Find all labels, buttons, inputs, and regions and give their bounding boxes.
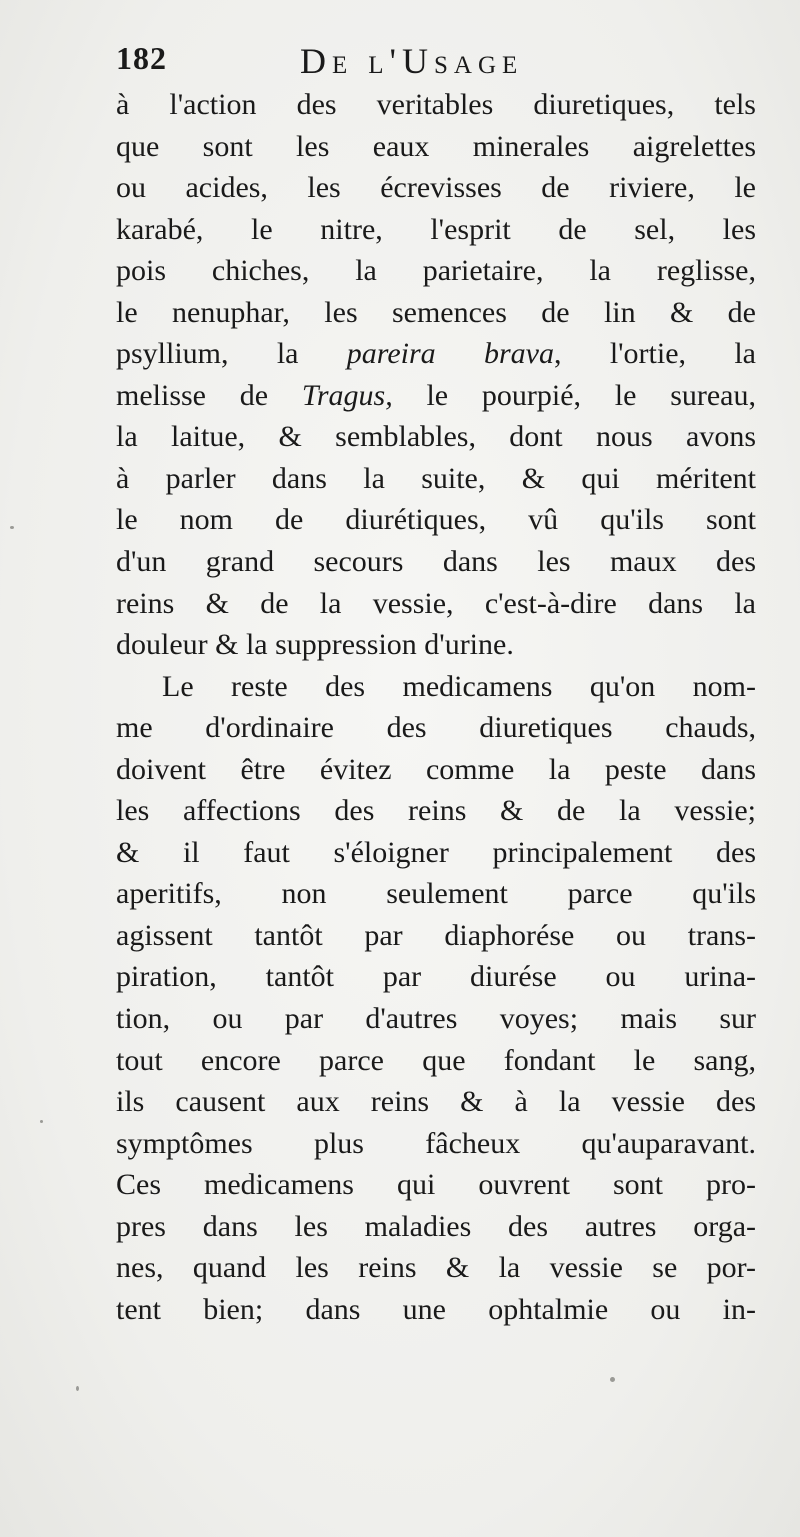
text-line: agissent tantôt par diaphorése ou trans- (116, 918, 756, 952)
text-line: tent bien; dans une ophtalmie ou in- (116, 1292, 756, 1326)
text-line: tion, ou par d'autres voyes; mais sur (116, 1002, 756, 1036)
text-line: la laitue, & semblables, dont nous avons (116, 420, 756, 454)
text-block (116, 38, 756, 1330)
text-line: Ces medicamens qui ouvrent sont pro- (116, 1168, 756, 1202)
text-line (116, 375, 756, 417)
text-line: doivent être évitez comme la peste dans (116, 752, 756, 786)
italic-text-run: pareira brava (346, 337, 554, 371)
text-run: , l'ortie, la (554, 337, 756, 371)
text-line: le nenuphar, les semences de lin & de (116, 295, 756, 329)
text-line: à l'action des veritables diuretiques, tels (116, 88, 756, 121)
text-line: d'un grand secours dans les maux des (116, 545, 756, 579)
text-line: à parler dans la suite, & qui méritent (116, 461, 756, 495)
text-line: Le reste des medicamens qu'on nom- (162, 669, 756, 703)
text-line: pois chiches, la parietaire, la reglisse, (116, 254, 756, 288)
text-line: reins & de la vessie, c'est-à-dire dans la (116, 586, 756, 620)
page-number: 182 (116, 40, 167, 76)
text-line: que sont les eaux minerales aigrelettes (116, 129, 756, 163)
text-line: ou acides, les écrevisses de riviere, le (116, 171, 756, 205)
text-run: psyllium, la (116, 337, 347, 371)
text-line: les affections des reins & de la vessie; (116, 794, 756, 828)
text-line (116, 333, 756, 375)
text-line: me d'ordinaire des diuretiques chauds, (116, 711, 756, 745)
text-run: le pourpié, le sureau, (392, 378, 756, 412)
running-title: De l'Usage (300, 41, 524, 81)
text-line: tout encore parce que fondant le sang, (116, 1043, 756, 1077)
text-line: douleur & la suppression d'urine. (116, 628, 514, 662)
text-line: le nom de diurétiques, vû qu'ils sont (116, 503, 756, 537)
text-line: & il faut s'éloigner principalement des (116, 835, 756, 869)
text-line: piration, tantôt par diurése ou urina- (116, 960, 756, 994)
text-line: pres dans les maladies des autres orga- (116, 1209, 756, 1243)
text-line: aperitifs, non seulement parce qu'ils (116, 877, 756, 911)
text-run: melisse de (116, 378, 302, 412)
text-line: symptômes plus fâcheux qu'auparavant. (116, 1126, 756, 1160)
text-line: nes, quand les reins & la vessie se por- (116, 1251, 756, 1285)
body-text (116, 84, 756, 1330)
text-line: karabé, le nitre, l'esprit de sel, les (116, 212, 756, 246)
running-head (116, 38, 756, 84)
text-line: ils causent aux reins & à la vessie des (116, 1085, 756, 1119)
italic-text-run: Tragus, (301, 378, 393, 412)
